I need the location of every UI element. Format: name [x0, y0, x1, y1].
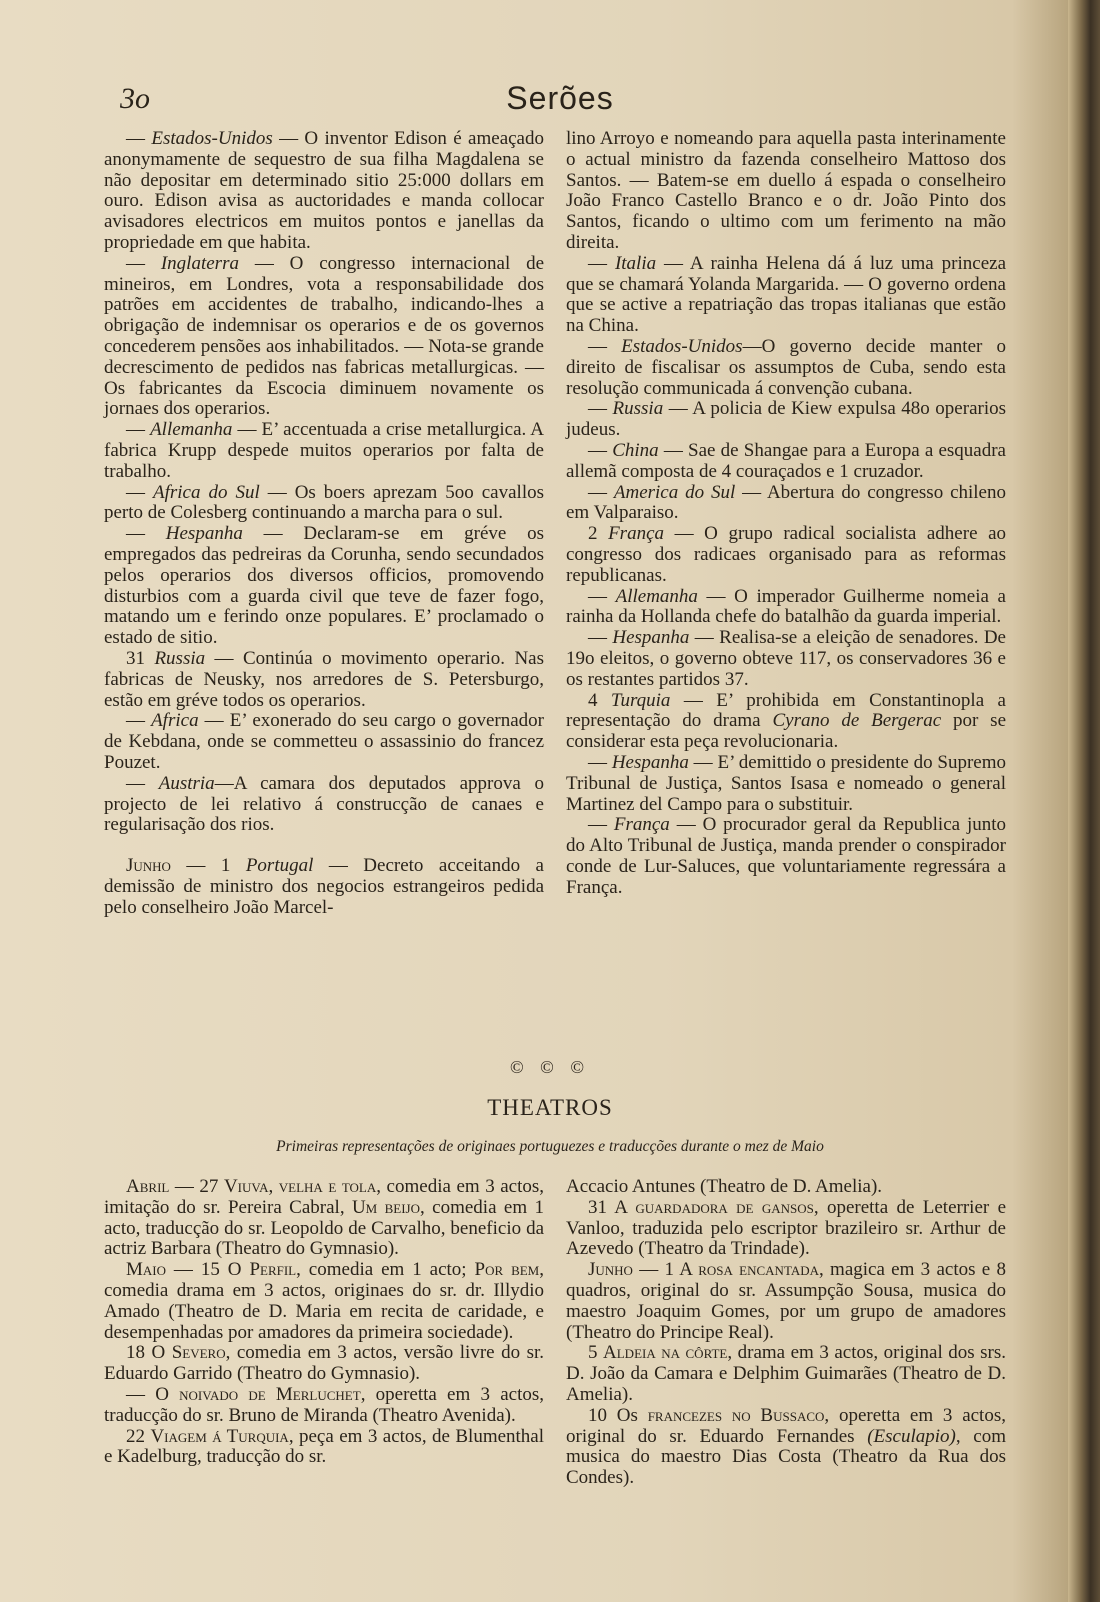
italic-run: Inglaterra [160, 252, 239, 274]
text-run: — Declaram-se em gréve os empregados das pedreiras da Corunha, sendo secundados pelos operarios dos diversos officios, promovendo disturbios com a guarda civil que teve de fazer fogo, matando um e ferindo onze populares. E’ proclamado o estado de sitio. [104, 523, 545, 649]
italic-run: Hespanha [611, 751, 689, 773]
italic-run: (Esculapio) [867, 1425, 956, 1447]
paragraph [104, 1260, 544, 1343]
paragraph [566, 628, 1006, 690]
text-run: —A camara dos deputados approva o projecto de lei relativo á construcção de canaes e regularisação dos rios. [104, 772, 544, 836]
paragraph [104, 1177, 544, 1260]
paragraph [104, 254, 544, 420]
text-run: 10 Os [588, 1404, 648, 1426]
text-run: — [126, 710, 152, 732]
italic-run: Hespanha [612, 627, 690, 649]
italic-run: Russia [154, 647, 206, 669]
paragraph [104, 483, 544, 525]
text-run: — O imperador Guilherme nomeia a rainha da Hollanda chefe do batalhão da guarda imperial. [566, 585, 1006, 628]
paragraph [566, 1406, 1006, 1489]
text-run: 31 A [588, 1196, 636, 1218]
text-run: — [588, 252, 615, 274]
text-run: 4 [588, 689, 611, 711]
text-run: — [588, 439, 613, 461]
text-run: — [126, 419, 151, 441]
small-caps-run: Junho [588, 1259, 633, 1281]
small-caps-run: Abril [126, 1176, 170, 1197]
text-run: — O grupo radical socialista adhere ao congresso dos radicaes organisado para as reformas republicanas. [566, 523, 1007, 586]
text-run: , com musica do maestro Dias Costa (Theatro da Rua dos Condes). [566, 1425, 1006, 1489]
text-run: 31 [126, 647, 155, 669]
text-run: — [588, 814, 614, 836]
text-run: lino Arroyo e nomeando para aquella pasta interinamente o actual ministro da fazenda conselheiro Mattoso dos Santos. — Batem-se em duello á espada o conselheiro João Franco Castello Branco e o dr. João Pinto dos Santos, ficando o ultimo com um ferimento na mão direita. [566, 128, 1006, 253]
text-run: — E’ demittido o presidente do Supremo Tribunal de Justiça, Santos Isasa e nomeado o general Martinez del Campo para o substituir. [566, 751, 1007, 815]
small-caps-run: Viagem á Turquia [150, 1425, 289, 1447]
italic-run: Italia [614, 252, 657, 274]
italic-run: Allemanha [615, 585, 698, 607]
paragraph [566, 1198, 1006, 1260]
text-run: — Abertura do congresso chileno em Valparaiso. [566, 481, 1006, 524]
italic-run: Estados-Unidos [151, 128, 273, 149]
small-caps-run: Um beijo [351, 1196, 421, 1218]
text-run: —O governo decide manter o direito de fiscalisar os assumptos de Cuba, sendo esta resolução communicada á convenção cubana. [566, 335, 1006, 399]
text-run: , comedia em 1 acto; [296, 1259, 475, 1281]
paragraph [104, 420, 544, 482]
small-caps-run: Maio [126, 1259, 166, 1281]
italic-run: Russia [612, 398, 664, 420]
paragraph [104, 1385, 544, 1427]
paragraph [104, 774, 544, 836]
small-caps-run: Por bem [474, 1259, 540, 1281]
text-run: — [588, 751, 612, 773]
text-run: — O congresso internacional de mineiros, em Londres, vota a responsabilidade dos patrões em accidentes de trabalho, indicando-lhes a obrigação de indemnisar os operarios e de os governos concederem pensões aos inhabilitados. — Nota-se grande decrescimento de pedidos nas fabricas metallurgicas. — Os fabricantes da Escocia diminuem novamente os jornaes dos operarios. [104, 252, 545, 420]
paragraph [104, 1343, 544, 1385]
text-run: — A rainha Helena dá á luz uma princeza que se chamará Yolanda Margarida. — O governo ordena que se active a repatriação das tropas italianas que estão na China. [566, 252, 1007, 337]
text-run: — [126, 523, 166, 545]
italic-run: França [608, 523, 665, 545]
text-run: — 15 O [166, 1259, 250, 1281]
italic-run: Austria [158, 772, 215, 794]
paragraph [566, 483, 1006, 525]
text-run: , operetta em 3 actos, traducção do sr. Bruno de Miranda (Theatro Avenida). [104, 1383, 544, 1426]
small-caps-run: Perfil [249, 1259, 297, 1281]
text-run: Accacio Antunes (Theatro de D. Amelia). [566, 1176, 883, 1197]
paragraph [566, 524, 1006, 586]
paragraph [104, 1427, 544, 1469]
text-run: — 27 [169, 1176, 224, 1197]
text-run: , comedia em 3 actos, versão livre do sr. Eduardo Garrido (Theatro do Gymnasio). [104, 1342, 544, 1385]
small-caps-run: rosa encantada [698, 1259, 820, 1281]
text-run: — [126, 128, 152, 149]
italic-run: Cyrano de Bergerac [772, 710, 942, 732]
text-run: — A policia de Kiew expulsa 48o operarios judeus. [566, 398, 1007, 441]
running-head: Serões [506, 80, 614, 116]
paragraph [104, 856, 544, 918]
paragraph [566, 337, 1006, 399]
italic-run: China [612, 439, 659, 461]
text-run: , comedia em 3 actos, imitação do sr. Pereira Cabral, [104, 1176, 545, 1218]
page-number: 3o [120, 82, 150, 115]
small-caps-run: Severo [171, 1342, 226, 1364]
small-caps-run: Junho [126, 855, 171, 877]
text-run: — Realisa-se a eleição de senadores. De 19o eleitos, o governo obteve 117, os conservadores 36 e os restantes partidos 37. [566, 627, 1006, 690]
paragraph [566, 691, 1006, 753]
text-run: por se considerar esta peça revolucionaria. [566, 710, 1006, 753]
text-run: — O inventor Edison é ameaçado anonymamente de sequestro de sua filha Magdalena se não depositar em determinado sitio 25:000 dollars em ouro. Edison avisa as auctoridades e manda collocar avisadores electricos em muitos pontos e janellas da propriedade em que habita. [104, 128, 544, 253]
small-caps-run: guardadora de gansos [635, 1196, 814, 1218]
small-caps-run: noivado de Merluchet [179, 1383, 361, 1405]
text-run: — [588, 398, 613, 420]
text-run: 2 [588, 523, 609, 545]
text-run: — Sae de Shangae para a Europa a esquadra allemã composta de 4 couraçados e 1 cruzador. [566, 439, 1006, 482]
paragraph [566, 815, 1006, 898]
book-gutter-shadow [1068, 0, 1100, 1602]
italic-run: Portugal [245, 855, 314, 877]
text-run: — O [126, 1383, 180, 1405]
paragraph [566, 441, 1006, 483]
italic-run: Hespanha [165, 523, 243, 545]
text-run: , magica em 3 actos e 8 quadros, original do sr. Assumpção Sousa, musica do maestro Joaquim Gomes, por um grupo de amadores (Theatro do Principe Real). [566, 1259, 1006, 1343]
paragraph [104, 524, 544, 649]
italic-run: Africa do Sul [152, 481, 260, 503]
small-caps-run: francezes no Bussaco [647, 1404, 825, 1426]
italic-run: Turquia [610, 689, 671, 711]
paragraph [104, 649, 544, 711]
italic-run: França [613, 814, 670, 836]
paragraph [566, 1260, 1006, 1343]
text-run: — O procurador geral da Republica junto do Alto Tribunal de Justiça, manda prender o conspirador conde de Lur-Saluces, que voluntariamente regressára a França. [566, 814, 1006, 898]
text-run: — [126, 481, 153, 503]
text-run: 18 O [126, 1342, 172, 1364]
text-run: — Continúa o movimento operario. Nas fabricas de Neusky, nos arredores de S. Petersburgo, estão em gréve todos os operarios. [104, 647, 545, 711]
text-run: — [588, 627, 613, 649]
text-run: — E’ accentuada a crise metallurgica. A fabrica Krupp despede muitos operarios por falta de trabalho. [104, 419, 545, 482]
paragraph [566, 129, 1006, 254]
text-run: 5 [588, 1342, 604, 1364]
text-run: — [126, 252, 161, 274]
chronicle-column-1 [104, 129, 544, 918]
text-run: — Os boers aprezam 5oo cavallos perto de Colesberg continuando a marcha para o sul. [104, 481, 544, 524]
italic-run: America do Sul [613, 481, 736, 503]
theatres-column-2 [566, 1177, 1006, 1489]
chronicle-column-2 [566, 129, 1006, 898]
text-run: , peça em 3 actos, de Blumenthal e Kadelburg, traducção do sr. [104, 1425, 545, 1468]
small-caps-run: Aldeia na côrte [603, 1342, 728, 1364]
text-run: , operetta em 3 actos, original do sr. Eduardo Fernandes [566, 1404, 1006, 1447]
theatres-column-1 [104, 1177, 544, 1468]
text-run: , operetta de Leterrier e Vanloo, traduzida pelo escriptor brazileiro sr. Arthur de Azevedo (Theatro da Trindade). [566, 1196, 1007, 1260]
text-run: — E’ prohibida em Constantinopla a representação do drama [566, 689, 1006, 732]
text-run: , comedia drama em 3 actos, originaes do sr. dr. Illydio Amado (Theatro de D. Maria em recita de caridade, e desempenhadas por amadores da primeira sociedade). [104, 1259, 544, 1343]
italic-run: Allemanha [150, 419, 233, 441]
text-run: — [126, 772, 159, 794]
text-run: — Decreto acceitando a demissão de ministro dos negocios estrangeiros pedida pelo conselheiro João Marcel- [104, 855, 544, 918]
paragraph [566, 587, 1006, 629]
small-caps-run: Viuva, velha e tola [223, 1176, 377, 1197]
paragraph [104, 711, 544, 773]
italic-run: Africa [151, 710, 199, 732]
paragraph [104, 129, 544, 254]
text-run: — [588, 585, 616, 607]
text-run: , drama em 3 actos, original dos srs. D. João da Camara e Delphim Guimarães (Theatro de D. Amelia). [566, 1342, 1006, 1405]
section-subtitle: Primeiras representações de originaes portuguezes e traducções durante o mez de Maio [276, 1138, 824, 1155]
text-run: 22 [126, 1425, 151, 1447]
section-title: THEATROS [487, 1095, 613, 1120]
paragraph [566, 399, 1006, 441]
paragraph [566, 254, 1006, 337]
paragraph [566, 1177, 1006, 1198]
text-run: — 1 A [632, 1259, 699, 1281]
text-run: — 1 [170, 855, 246, 877]
paragraph [566, 1343, 1006, 1405]
paragraph [566, 753, 1006, 815]
text-run: — [588, 335, 622, 357]
text-run: — E’ exonerado do seu cargo o governador de Kebdana, onde se commetteu o assassinio do francez Pouzet. [104, 710, 544, 773]
text-run: , comedia em 1 acto, traducção do sr. Leopoldo de Carvalho, beneficio da actriz Barbara (Theatro do Gymnasio). [104, 1196, 544, 1260]
section-ornament: © © © [509, 1057, 591, 1077]
text-run: — [588, 481, 614, 503]
italic-run: Estados-Unidos [621, 335, 743, 357]
